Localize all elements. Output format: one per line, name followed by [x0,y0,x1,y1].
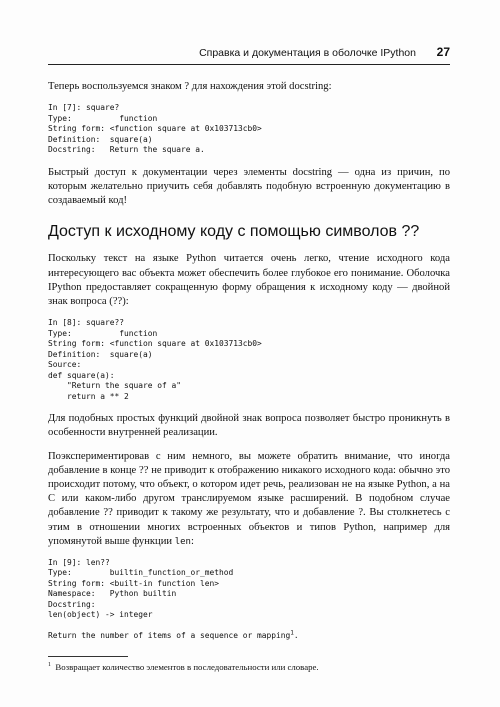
page-content [48,80,450,673]
page-number: 27 [436,45,450,59]
paragraph-builtins-end: : [190,535,194,547]
code-block-len-text: In [9]: len?? Type: builtin_function_or_method String form: <built-in function len> Namespace: Python builtin Docstring: len(object) -> integer Return the number of items of a sequence or mapping [48,557,291,641]
paragraph-docstring-note: Быстрый доступ к документации через элементы docstring — одна из причин, по которым желательно приучить себя добавлять подобную встроенную документацию в создаваемый код! [48,166,450,207]
paragraph-builtins-text: Поэкспериментировав с ним немного, вы можете обратить внимание, что иногда добавление в конце ?? не приводит к отображению никакого исходного кода: обычно это происходит потому, что объект, о котором идет речь, реализован не на языке Python, а на C или каком-либо другом транслируемом языке расширений. В подобном случае добавление ?? приводит к такому же результату, что и добавление ?. Вы столкнетесь с этим в отношении многих встроенных объектов и типов Python, например для упомянутой выше функции [48,450,450,547]
code-block-len-help [48,558,450,642]
running-header [48,44,450,65]
footnote [48,661,450,673]
header-title: Справка и документация в оболочке IPython [199,47,416,59]
paragraph-source-intro: Поскольку текст на языке Python читается очень легко, чтение исходного кода интересующего вас объекта может обеспечить более глубокое его понимание. Оболочка IPython предоставляет сокращенную форму обращения к исходному коду — двойной знак вопроса (??): [48,253,450,307]
paragraph-simple-functions: Для подобных простых функций двойной знак вопроса позволяет быстро проникнуть в особенности внутренней реализации. [48,413,450,439]
paragraph-intro: Теперь воспользуемся знаком ? для нахождения этой docstring: [48,81,332,92]
inline-code-len: len [174,536,191,547]
footnote-text: Возвращает количество элементов в последовательности или словаре. [55,661,319,672]
footnote-ref: 1 [290,629,294,637]
paragraph-builtins [48,450,450,549]
code-block-square-source: In [8]: square?? Type: function String form: <function square at 0x103713cb0> Definition: square(a) Source: def square(a): "Return the square of a" return a ** 2 [48,318,262,401]
footnote-divider [48,656,128,657]
code-block-len-end: . [293,631,299,641]
code-block-square-help: In [7]: square? Type: function String form: <function square at 0x103713cb0> Definition: square(a) Docstring: Return the square a. [48,103,262,155]
footnote-marker: 1 [48,662,51,669]
section-heading: Доступ к исходному коду с помощью символов ?? [48,223,420,241]
